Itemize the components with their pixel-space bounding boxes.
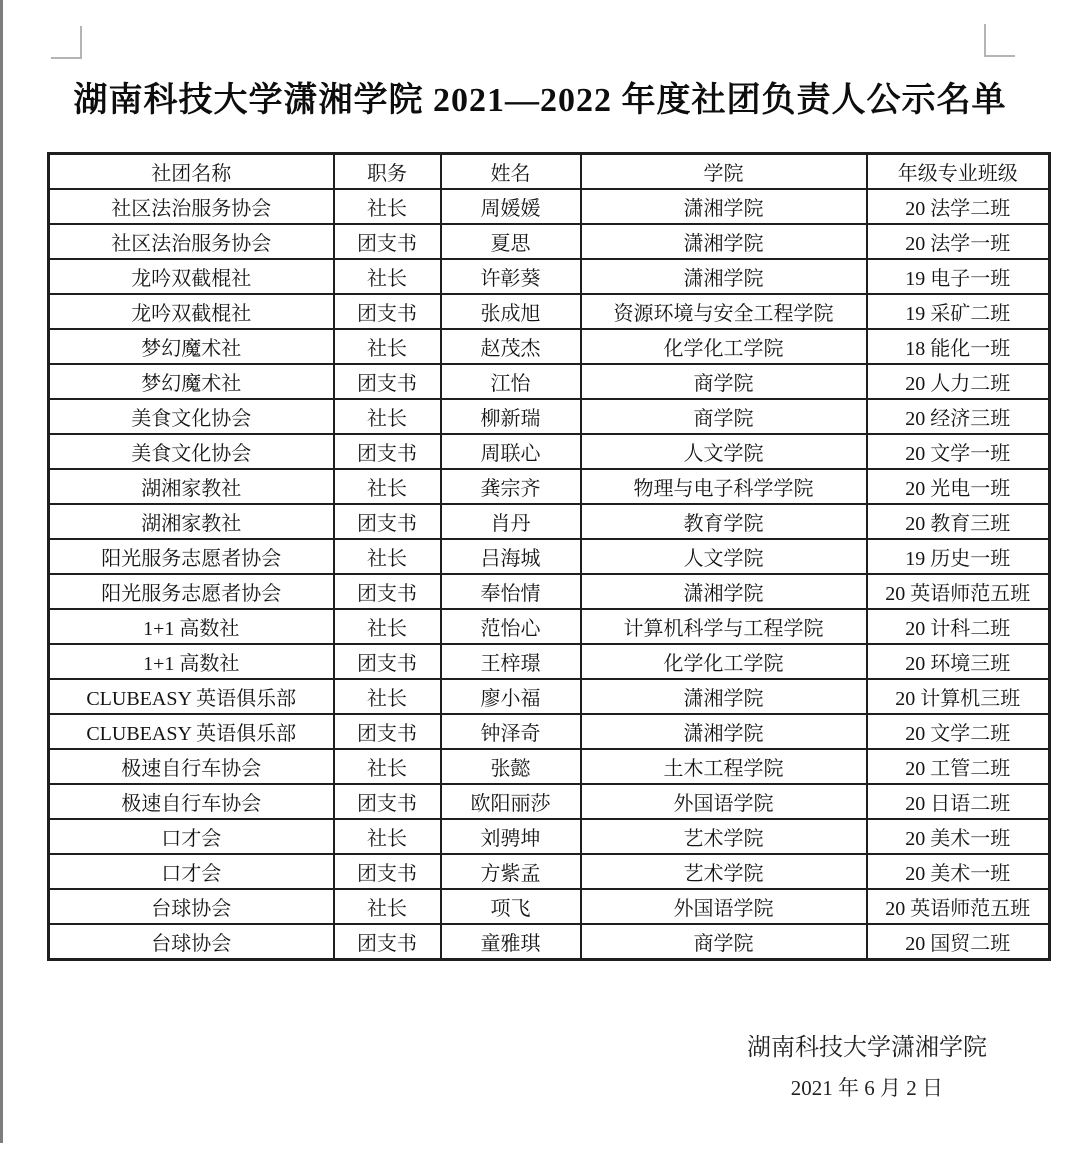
table-cell: 人文学院 — [581, 434, 867, 469]
table-cell: 潇湘学院 — [581, 224, 867, 259]
table-cell: 社长 — [334, 679, 441, 714]
table-cell: 化学化工学院 — [581, 644, 867, 679]
table-cell: 周联心 — [441, 434, 581, 469]
table-cell: 龚宗齐 — [441, 469, 581, 504]
table-row — [49, 189, 1050, 224]
table-cell: 20 日语二班 — [867, 784, 1050, 819]
table-row — [49, 364, 1050, 399]
table-row — [49, 259, 1050, 294]
signature-block — [747, 1028, 987, 1108]
table-cell: 商学院 — [581, 924, 867, 960]
table-cell: 周媛媛 — [441, 189, 581, 224]
table-cell: 团支书 — [334, 294, 441, 329]
table-cell: 口才会 — [49, 854, 334, 889]
table-cell: 梦幻魔术社 — [49, 364, 334, 399]
table-row — [49, 819, 1050, 854]
table-cell: 廖小福 — [441, 679, 581, 714]
table-cell: 柳新瑞 — [441, 399, 581, 434]
table-row — [49, 294, 1050, 329]
table-cell: 江怡 — [441, 364, 581, 399]
table-row — [49, 749, 1050, 784]
table-cell: 团支书 — [334, 574, 441, 609]
table-cell: 20 法学二班 — [867, 189, 1050, 224]
table-cell: 钟泽奇 — [441, 714, 581, 749]
table-cell: 社长 — [334, 189, 441, 224]
table-cell: 团支书 — [334, 504, 441, 539]
table-cell: 梦幻魔术社 — [49, 329, 334, 364]
table-cell: 社长 — [334, 329, 441, 364]
table-cell: 土木工程学院 — [581, 749, 867, 784]
table-cell: 20 文学一班 — [867, 434, 1050, 469]
table-cell: 团支书 — [334, 714, 441, 749]
table-cell: 童雅琪 — [441, 924, 581, 960]
table-cell: 社区法治服务协会 — [49, 224, 334, 259]
table-cell: 美食文化协会 — [49, 434, 334, 469]
table-cell: 团支书 — [334, 224, 441, 259]
club-leaders-table — [47, 152, 1051, 961]
table-cell: 龙吟双截棍社 — [49, 294, 334, 329]
table-cell: 教育学院 — [581, 504, 867, 539]
table-cell: 湖湘家教社 — [49, 469, 334, 504]
table-cell: 20 国贸二班 — [867, 924, 1050, 960]
table-cell: 美食文化协会 — [49, 399, 334, 434]
table-cell: 团支书 — [334, 924, 441, 960]
page-title: 湖南科技大学潇湘学院 2021—2022 年度社团负责人公示名单 — [73, 82, 1007, 119]
table-cell: 外国语学院 — [581, 889, 867, 924]
table-cell: 20 人力二班 — [867, 364, 1050, 399]
margin-mark-top-right — [984, 24, 1015, 57]
table-cell: 19 历史一班 — [867, 539, 1050, 574]
table-body — [49, 189, 1050, 960]
table-cell: 18 能化一班 — [867, 329, 1050, 364]
table-cell: 资源环境与安全工程学院 — [581, 294, 867, 329]
table-cell: 社长 — [334, 399, 441, 434]
table-cell: 吕海城 — [441, 539, 581, 574]
table-row — [49, 399, 1050, 434]
table-row — [49, 224, 1050, 259]
table-cell: 潇湘学院 — [581, 259, 867, 294]
table-cell: 社区法治服务协会 — [49, 189, 334, 224]
table-cell: 社长 — [334, 749, 441, 784]
table-cell: 夏思 — [441, 224, 581, 259]
table-cell: 王梓璟 — [441, 644, 581, 679]
table-cell: 20 工管二班 — [867, 749, 1050, 784]
table-cell: 台球协会 — [49, 889, 334, 924]
table-cell: 张懿 — [441, 749, 581, 784]
table-cell: 社长 — [334, 259, 441, 294]
table-cell: 商学院 — [581, 399, 867, 434]
table-cell: 20 计科二班 — [867, 609, 1050, 644]
table-cell: 20 计算机三班 — [867, 679, 1050, 714]
table-cell: 极速自行车协会 — [49, 784, 334, 819]
table-cell: 团支书 — [334, 364, 441, 399]
table-row — [49, 329, 1050, 364]
table-cell: 社长 — [334, 819, 441, 854]
table-cell: 台球协会 — [49, 924, 334, 960]
table-cell: 社长 — [334, 609, 441, 644]
table-cell: 刘骋坤 — [441, 819, 581, 854]
table-row — [49, 469, 1050, 504]
table-row — [49, 924, 1050, 960]
table-row — [49, 609, 1050, 644]
table-cell: 许彰葵 — [441, 259, 581, 294]
column-header: 年级专业班级 — [867, 154, 1050, 190]
table-cell: 外国语学院 — [581, 784, 867, 819]
table-cell: 20 英语师范五班 — [867, 574, 1050, 609]
table-cell: 19 电子一班 — [867, 259, 1050, 294]
table-row — [49, 504, 1050, 539]
table-row — [49, 784, 1050, 819]
table-cell: 团支书 — [334, 854, 441, 889]
table-cell: 20 法学一班 — [867, 224, 1050, 259]
table-row — [49, 714, 1050, 749]
table-cell: 社长 — [334, 889, 441, 924]
table-cell: 物理与电子科学学院 — [581, 469, 867, 504]
table-row — [49, 889, 1050, 924]
table-cell: 化学化工学院 — [581, 329, 867, 364]
column-header: 学院 — [581, 154, 867, 190]
table-cell: 阳光服务志愿者协会 — [49, 539, 334, 574]
table-cell: 20 美术一班 — [867, 854, 1050, 889]
table-cell: 极速自行车协会 — [49, 749, 334, 784]
table-cell: 社长 — [334, 469, 441, 504]
table-row — [49, 574, 1050, 609]
table-cell: 计算机科学与工程学院 — [581, 609, 867, 644]
table-cell: 潇湘学院 — [581, 679, 867, 714]
table-cell: 湖湘家教社 — [49, 504, 334, 539]
table-cell: 阳光服务志愿者协会 — [49, 574, 334, 609]
column-header: 姓名 — [441, 154, 581, 190]
table-cell: 20 美术一班 — [867, 819, 1050, 854]
table-cell: 张成旭 — [441, 294, 581, 329]
signature-date: 2021 年 6 月 2 日 — [790, 1076, 943, 1100]
table-cell: 方紫孟 — [441, 854, 581, 889]
table-cell: 20 光电一班 — [867, 469, 1050, 504]
table-row — [49, 679, 1050, 714]
table-cell: 社长 — [334, 539, 441, 574]
table-cell: 19 采矿二班 — [867, 294, 1050, 329]
table-cell: 潇湘学院 — [581, 714, 867, 749]
table-cell: 艺术学院 — [581, 819, 867, 854]
table-cell: 欧阳丽莎 — [441, 784, 581, 819]
table-header-row — [49, 154, 1050, 190]
table-cell: 潇湘学院 — [581, 189, 867, 224]
table-cell: 团支书 — [334, 784, 441, 819]
table-cell: 1+1 高数社 — [49, 644, 334, 679]
margin-mark-top-left — [51, 26, 82, 59]
table-cell: 20 文学二班 — [867, 714, 1050, 749]
table-cell: 奉怡情 — [441, 574, 581, 609]
column-header: 职务 — [334, 154, 441, 190]
table-row — [49, 539, 1050, 574]
table-cell: 龙吟双截棍社 — [49, 259, 334, 294]
table-cell: 商学院 — [581, 364, 867, 399]
table-cell: 20 英语师范五班 — [867, 889, 1050, 924]
table-cell: 团支书 — [334, 434, 441, 469]
table-row — [49, 434, 1050, 469]
table-cell: 20 环境三班 — [867, 644, 1050, 679]
table-cell: CLUBEASY 英语俱乐部 — [49, 679, 334, 714]
table-row — [49, 854, 1050, 889]
table-cell: 20 教育三班 — [867, 504, 1050, 539]
table-cell: 团支书 — [334, 644, 441, 679]
scan-left-edge — [0, 0, 3, 1143]
signature-org: 湖南科技大学潇湘学院 — [747, 1035, 987, 1061]
column-header: 社团名称 — [49, 154, 334, 190]
table-cell: 项飞 — [441, 889, 581, 924]
table-cell: 口才会 — [49, 819, 334, 854]
table-cell: 肖丹 — [441, 504, 581, 539]
table-cell: 艺术学院 — [581, 854, 867, 889]
table-cell: 20 经济三班 — [867, 399, 1050, 434]
table-cell: 赵茂杰 — [441, 329, 581, 364]
table-cell: 范怡心 — [441, 609, 581, 644]
table-cell: 1+1 高数社 — [49, 609, 334, 644]
table-cell: 人文学院 — [581, 539, 867, 574]
table-cell: 潇湘学院 — [581, 574, 867, 609]
table-row — [49, 644, 1050, 679]
table-cell: CLUBEASY 英语俱乐部 — [49, 714, 334, 749]
